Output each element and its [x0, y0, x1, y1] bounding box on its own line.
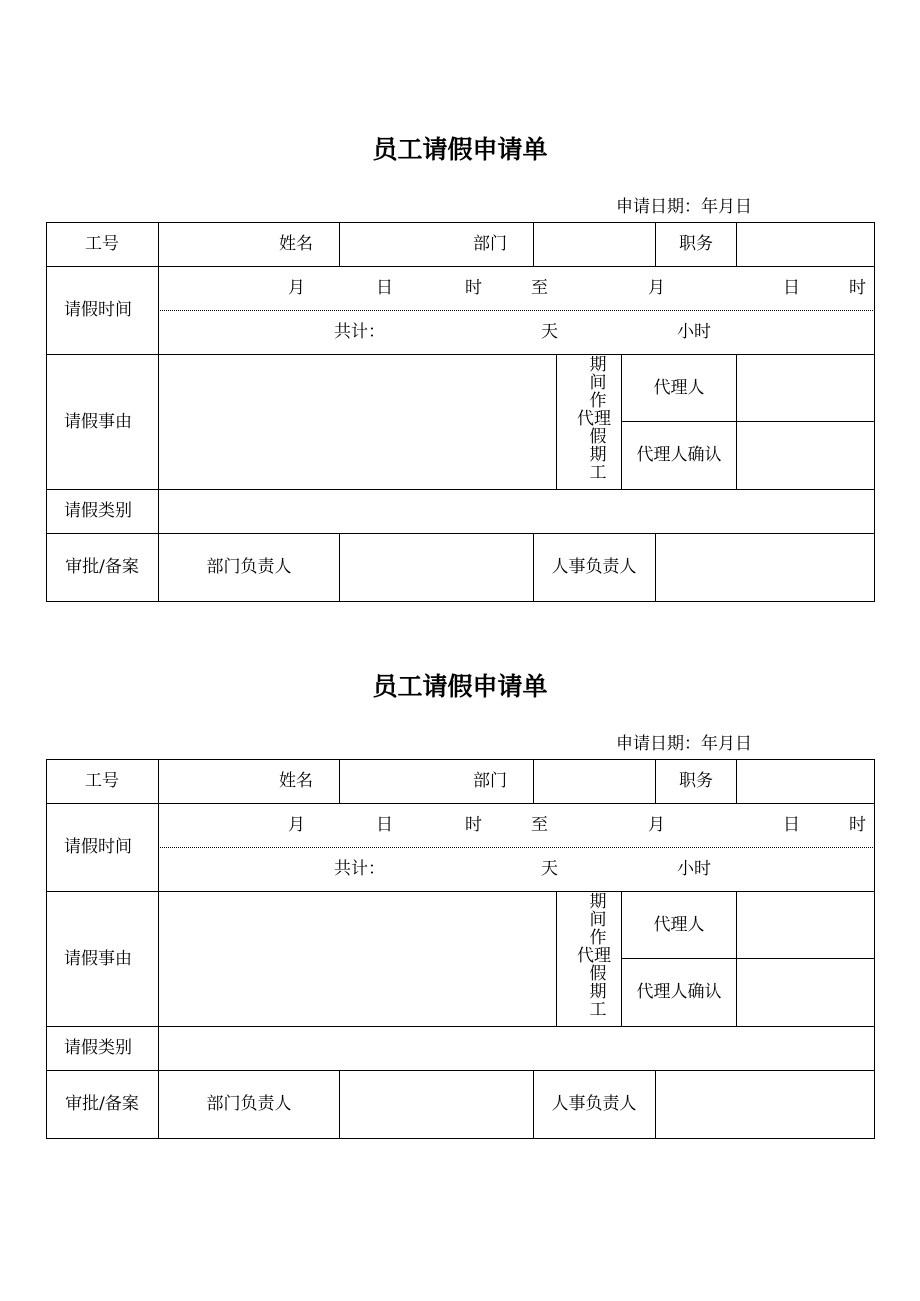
agent-confirm-label: 代理人确认 — [636, 445, 722, 465]
agent-confirm-label: 代理人确认 — [636, 982, 722, 1002]
apply-date: 申请日期：年月日 — [616, 197, 752, 217]
hr-head-label: 人事负责人 — [551, 1094, 637, 1114]
leave-form-1 — [0, 135, 920, 615]
handover-vertical-text: 期 间 作 代理 假 期 工 — [577, 892, 611, 1020]
to-label: 至 — [531, 815, 548, 835]
to-hour: 时 — [849, 815, 866, 835]
hours-label: 小时 — [677, 322, 711, 342]
leave-time-label: 请假时间 — [64, 837, 132, 857]
from-hour: 时 — [465, 278, 482, 298]
leave-time-label: 请假时间 — [64, 300, 132, 320]
hr-head-label: 人事负责人 — [551, 557, 637, 577]
agent-label: 代理人 — [653, 915, 705, 935]
leave-reason-label: 请假事由 — [64, 412, 132, 432]
total-label: 共计： — [334, 859, 385, 879]
agent-label: 代理人 — [653, 378, 705, 398]
from-day: 日 — [376, 815, 393, 835]
department-label: 部门 — [473, 771, 507, 791]
leave-type-label: 请假类别 — [64, 501, 132, 521]
dept-head-label: 部门负责人 — [206, 1094, 292, 1114]
from-month: 月 — [288, 278, 305, 298]
hours-label: 小时 — [677, 859, 711, 879]
name-label: 姓名 — [279, 234, 313, 254]
to-hour: 时 — [849, 278, 866, 298]
dept-head-label: 部门负责人 — [206, 557, 292, 577]
apply-date: 申请日期：年月日 — [616, 734, 752, 754]
employee-id-label: 工号 — [85, 234, 119, 254]
to-label: 至 — [531, 278, 548, 298]
from-day: 日 — [376, 278, 393, 298]
from-month: 月 — [288, 815, 305, 835]
position-label: 职务 — [679, 234, 713, 254]
to-month: 月 — [648, 815, 665, 835]
name-label: 姓名 — [279, 771, 313, 791]
total-label: 共计： — [334, 322, 385, 342]
to-day: 日 — [783, 815, 800, 835]
form-title: 员工请假申请单 — [372, 672, 548, 701]
employee-id-label: 工号 — [85, 771, 119, 791]
position-label: 职务 — [679, 771, 713, 791]
leave-type-label: 请假类别 — [64, 1038, 132, 1058]
department-label: 部门 — [473, 234, 507, 254]
to-day: 日 — [783, 278, 800, 298]
leave-form-2 — [0, 672, 920, 1152]
from-hour: 时 — [465, 815, 482, 835]
form-title: 员工请假申请单 — [372, 135, 548, 164]
handover-vertical-text: 期 间 作 代理 假 期 工 — [577, 355, 611, 483]
days-label: 天 — [541, 322, 558, 342]
approval-label: 审批/备案 — [65, 1094, 139, 1114]
to-month: 月 — [648, 278, 665, 298]
days-label: 天 — [541, 859, 558, 879]
leave-reason-label: 请假事由 — [64, 949, 132, 969]
approval-label: 审批/备案 — [65, 557, 139, 577]
